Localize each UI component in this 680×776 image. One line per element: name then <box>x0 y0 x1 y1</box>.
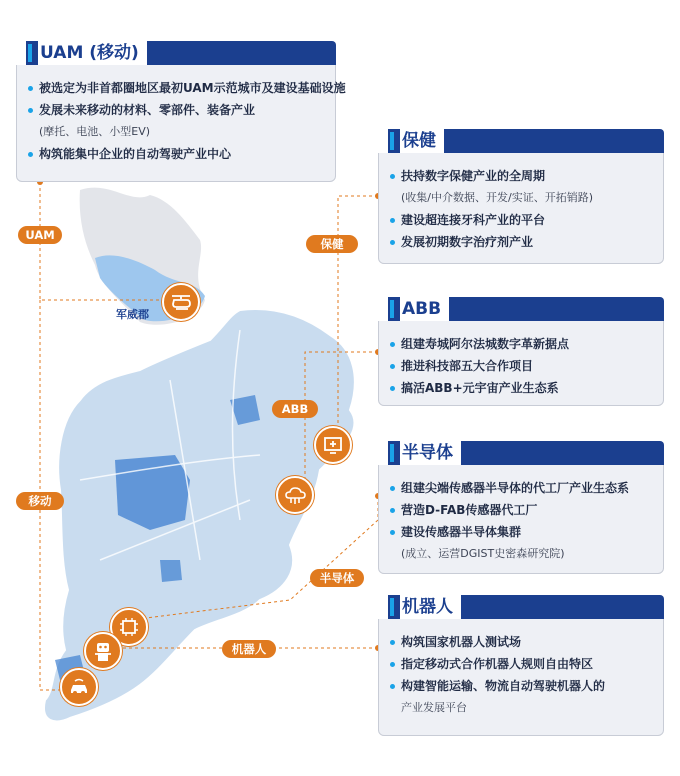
panel-uam <box>16 43 346 182</box>
district-b <box>160 560 182 582</box>
urban-core <box>115 455 190 530</box>
panel-abb <box>378 299 664 406</box>
list-item: 发展初期数字治疗剂产业 <box>389 231 655 253</box>
list-item: 组建寿城阿尔法城数字革新据点 <box>389 333 655 355</box>
panel-health <box>378 131 664 264</box>
panel-health-title: 保健 <box>400 129 444 153</box>
helicopter-icon <box>162 283 200 321</box>
list-item: 构建智能运输、物流自动驾驶机器人的 <box>389 675 655 697</box>
panel-abb-title: ABB <box>400 297 449 321</box>
autonomous-car-icon <box>60 668 98 706</box>
list-item: 指定移动式合作机器人规则自由特区 <box>389 653 655 675</box>
robot-icon <box>84 632 122 670</box>
list-item: 被选定为非首都圈地区最初UAM示范城市及建设基础设施 <box>27 77 327 99</box>
list-item: 推进科技部五大合作项目 <box>389 355 655 377</box>
list-subtext: 产业发展平台 <box>401 701 467 714</box>
cloud-network-icon <box>276 476 314 514</box>
list-item: 营造D-FAB传感器代工厂 <box>389 499 655 521</box>
panel-uam-title: UAM (移动) <box>38 41 147 65</box>
list-item: 构筑能集中企业的自动驾驶产业中心 <box>27 143 327 165</box>
panel-robot-title: 机器人 <box>400 595 461 619</box>
list-subtext: (成立、运营DGIST史密森研究院) <box>401 547 565 560</box>
list-item: 扶持数字保健产业的全周期 <box>389 165 655 187</box>
medical-monitor-icon <box>314 426 352 464</box>
pill-abb: ABB <box>272 400 318 418</box>
pill-mobility: 移动 <box>16 492 64 510</box>
panel-semiconductor-title: 半导体 <box>400 441 461 465</box>
pill-health: 保健 <box>306 235 358 253</box>
region-label: 军威郡 <box>116 308 149 321</box>
panel-robot <box>378 597 664 736</box>
pill-uam: UAM <box>18 226 62 244</box>
pill-robot: 机器人 <box>222 640 276 658</box>
panel-semiconductor <box>378 443 664 574</box>
list-item: 组建尖端传感器半导体的代工厂产业生态系 <box>389 477 655 499</box>
list-subtext: (摩托、电池、小型EV) <box>39 125 151 138</box>
list-subtext: (收集/中介数据、开发/实证、开拓销路) <box>401 191 593 204</box>
list-item: 建设超连接牙科产业的平台 <box>389 209 655 231</box>
list-item: 建设传感器半导体集群 <box>389 521 655 543</box>
list-item: 发展未来移动的材料、零部件、装备产业 <box>27 99 327 121</box>
list-item: 构筑国家机器人测试场 <box>389 631 655 653</box>
list-item: 搞活ABB+元宇宙产业生态系 <box>389 377 655 399</box>
pill-semi: 半导体 <box>310 569 364 587</box>
